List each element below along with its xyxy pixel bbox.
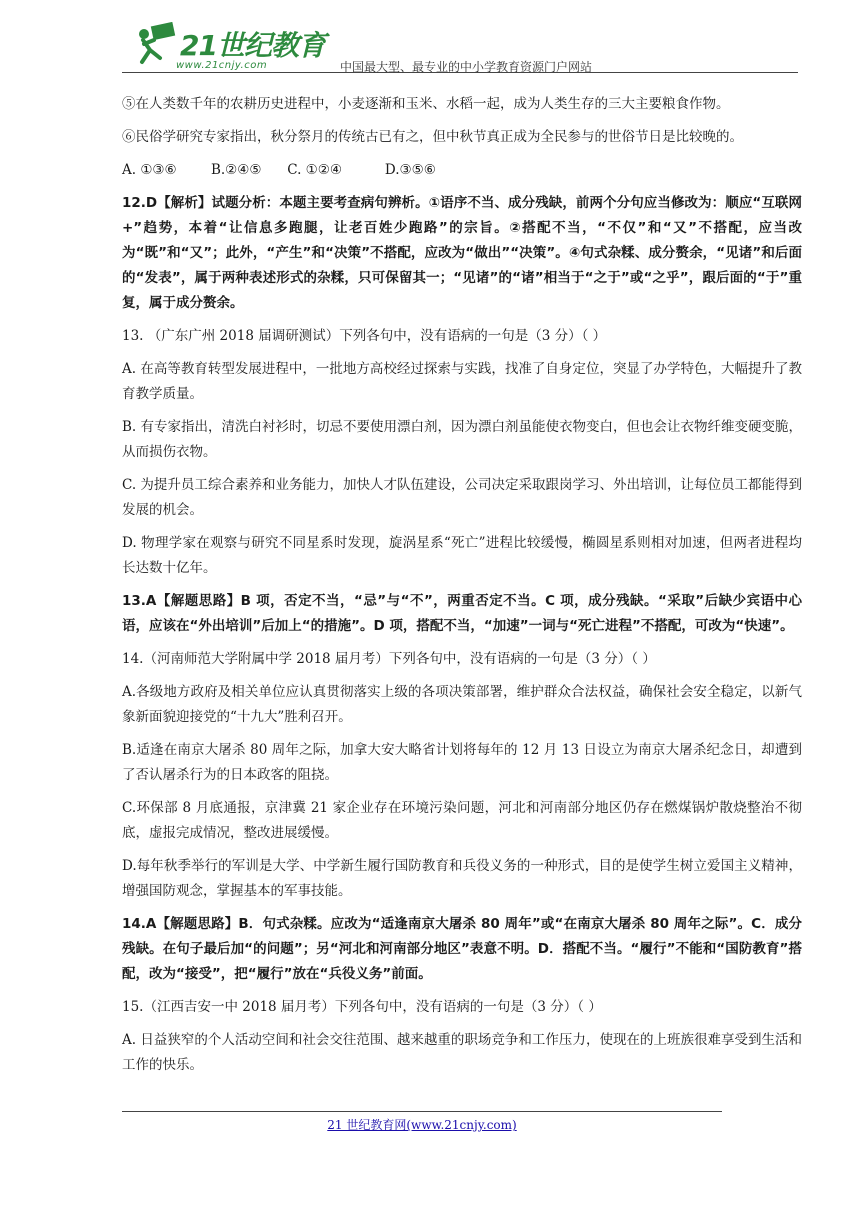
- paragraph: ⑥民俗学研究专家指出，秋分祭月的传统古已有之，但中秋节真正成为全民参与的世俗节日是比较晚的。: [122, 129, 743, 145]
- option-a: A. 在高等教育转型发展进程中，一批地方高校经过探索与实践，找准了自身定位，突显了办学特色，大幅提升了教育教学质量。: [122, 361, 802, 402]
- answer-options: A. ①③⑥ B.②④⑤ C. ①②④ D.③⑤⑥: [122, 162, 436, 178]
- logo-text: 21世纪教育: [180, 29, 325, 62]
- paragraph: ⑤在人类数千年的农耕历史进程中，小麦逐渐和玉米、水稻一起，成为人类生存的三大主要粮食作物。: [122, 96, 730, 112]
- option-c: C. 为提升员工综合素养和业务能力，加快人才队伍建设，公司决定采取跟岗学习、外出培训，让每位员工都能得到发展的机会。: [122, 477, 802, 518]
- logo-url: www.21cnjy.com: [176, 60, 268, 71]
- document-body: [122, 92, 802, 1086]
- question-stem: 15.（江西吉安一中 2018 届月考）下列各句中，没有语病的一句是（3 分）（ ）: [122, 999, 602, 1015]
- question-stem: 13. （广东广州 2018 届调研测试）下列各句中，没有语病的一句是（3 分）（ ）: [122, 328, 607, 344]
- site-tagline: 中国最大型、最专业的中小学教育资源门户网站: [340, 60, 593, 74]
- answer-analysis: 13.A【解题思路】B 项，否定不当，“忌”与“不”，两重否定不当。C 项，成分残缺。“采取”后缺少宾语中心语，应该在“外出培训”后加上“的措施”。D 项，搭配不当，“加速”一词与“死亡进程”不搭配，可改为“快速”。: [122, 593, 802, 634]
- option-b: B. 有专家指出，清洗白衬衫时，切忌不要使用漂白剂，因为漂白剂虽能使衣物变白，但也会让衣物纤维变硬变脆，从而损伤衣物。: [122, 419, 803, 460]
- footer-link[interactable]: 21 世纪教育网(www.21cnjy.com): [327, 1118, 517, 1132]
- runner-flag-logo-icon: [130, 22, 178, 70]
- header-divider: [122, 72, 798, 73]
- page-header: [120, 18, 800, 78]
- option-d: D. 物理学家在观察与研究不同星系时发现，旋涡星系“死亡”进程比较缓慢，椭圆星系则相对加速，但两者进程均长达数十亿年。: [122, 535, 802, 576]
- footer-divider: [122, 1111, 722, 1112]
- option-d: D.每年秋季举行的军训是大学、中学新生履行国防教育和兵役义务的一种形式，目的是使学生树立爱国主义精神，增强国防观念，掌握基本的军事技能。: [122, 858, 802, 899]
- option-c: C.环保部 8 月底通报，京津冀 21 家企业存在环境污染问题，河北和河南部分地区仍存在燃煤锅炉散烧整治不彻底，虚报完成情况，整改进展缓慢。: [122, 800, 802, 841]
- option-b: B.适逢在南京大屠杀 80 周年之际，加拿大安大略省计划将每年的 12 月 13 日设立为南京大屠杀纪念日，却遭到了否认屠杀行为的日本政客的阻挠。: [122, 742, 802, 783]
- answer-analysis: 12.D【解析】试题分析：本题主要考查病句辨析。①语序不当、成分残缺，前两个分句应当修改为：顺应“互联网+”趋势，本着“让信息多跑腿，让老百姓少跑路”的宗旨。②搭配不当，“不仅”和“又”不搭配，应当改为“既”和“又”；此外，“产生”和“决策”不搭配，应改为“做出”“决策”。④句式杂糅、成分赘余，“见诸”和后面的“发表”，属于两种表述形式的杂糅，只可保留其一；“见诸”的“诸”相当于“之于”或“之乎”，跟后面的“于”重复，属于成分赘余。: [122, 195, 802, 311]
- option-a: A.各级地方政府及相关单位应认真贯彻落实上级的各项决策部署，维护群众合法权益，确保社会安全稳定，以新气象新面貌迎接党的“十九大”胜利召开。: [122, 684, 802, 725]
- question-stem: 14.（河南师范大学附属中学 2018 届月考）下列各句中，没有语病的一句是（3 分）（ ）: [122, 651, 656, 667]
- answer-analysis: 14.A【解题思路】B．句式杂糅。应改为“适逢南京大屠杀 80 周年”或“在南京大屠杀 80 周年之际”。C．成分残缺。在句子最后加“的问题”；另“河北和河南部分地区”表意不明。D．搭配不当。“履行”不能和“国防教育”搭配，改为“接受”，把“履行”放在“兵役义务”前面。: [122, 916, 802, 982]
- option-a: A. 日益狭窄的个人活动空间和社会交往范围、越来越重的职场竞争和工作压力，使现在的上班族很难享受到生活和工作的快乐。: [122, 1032, 802, 1073]
- site-logo[interactable]: [120, 18, 330, 74]
